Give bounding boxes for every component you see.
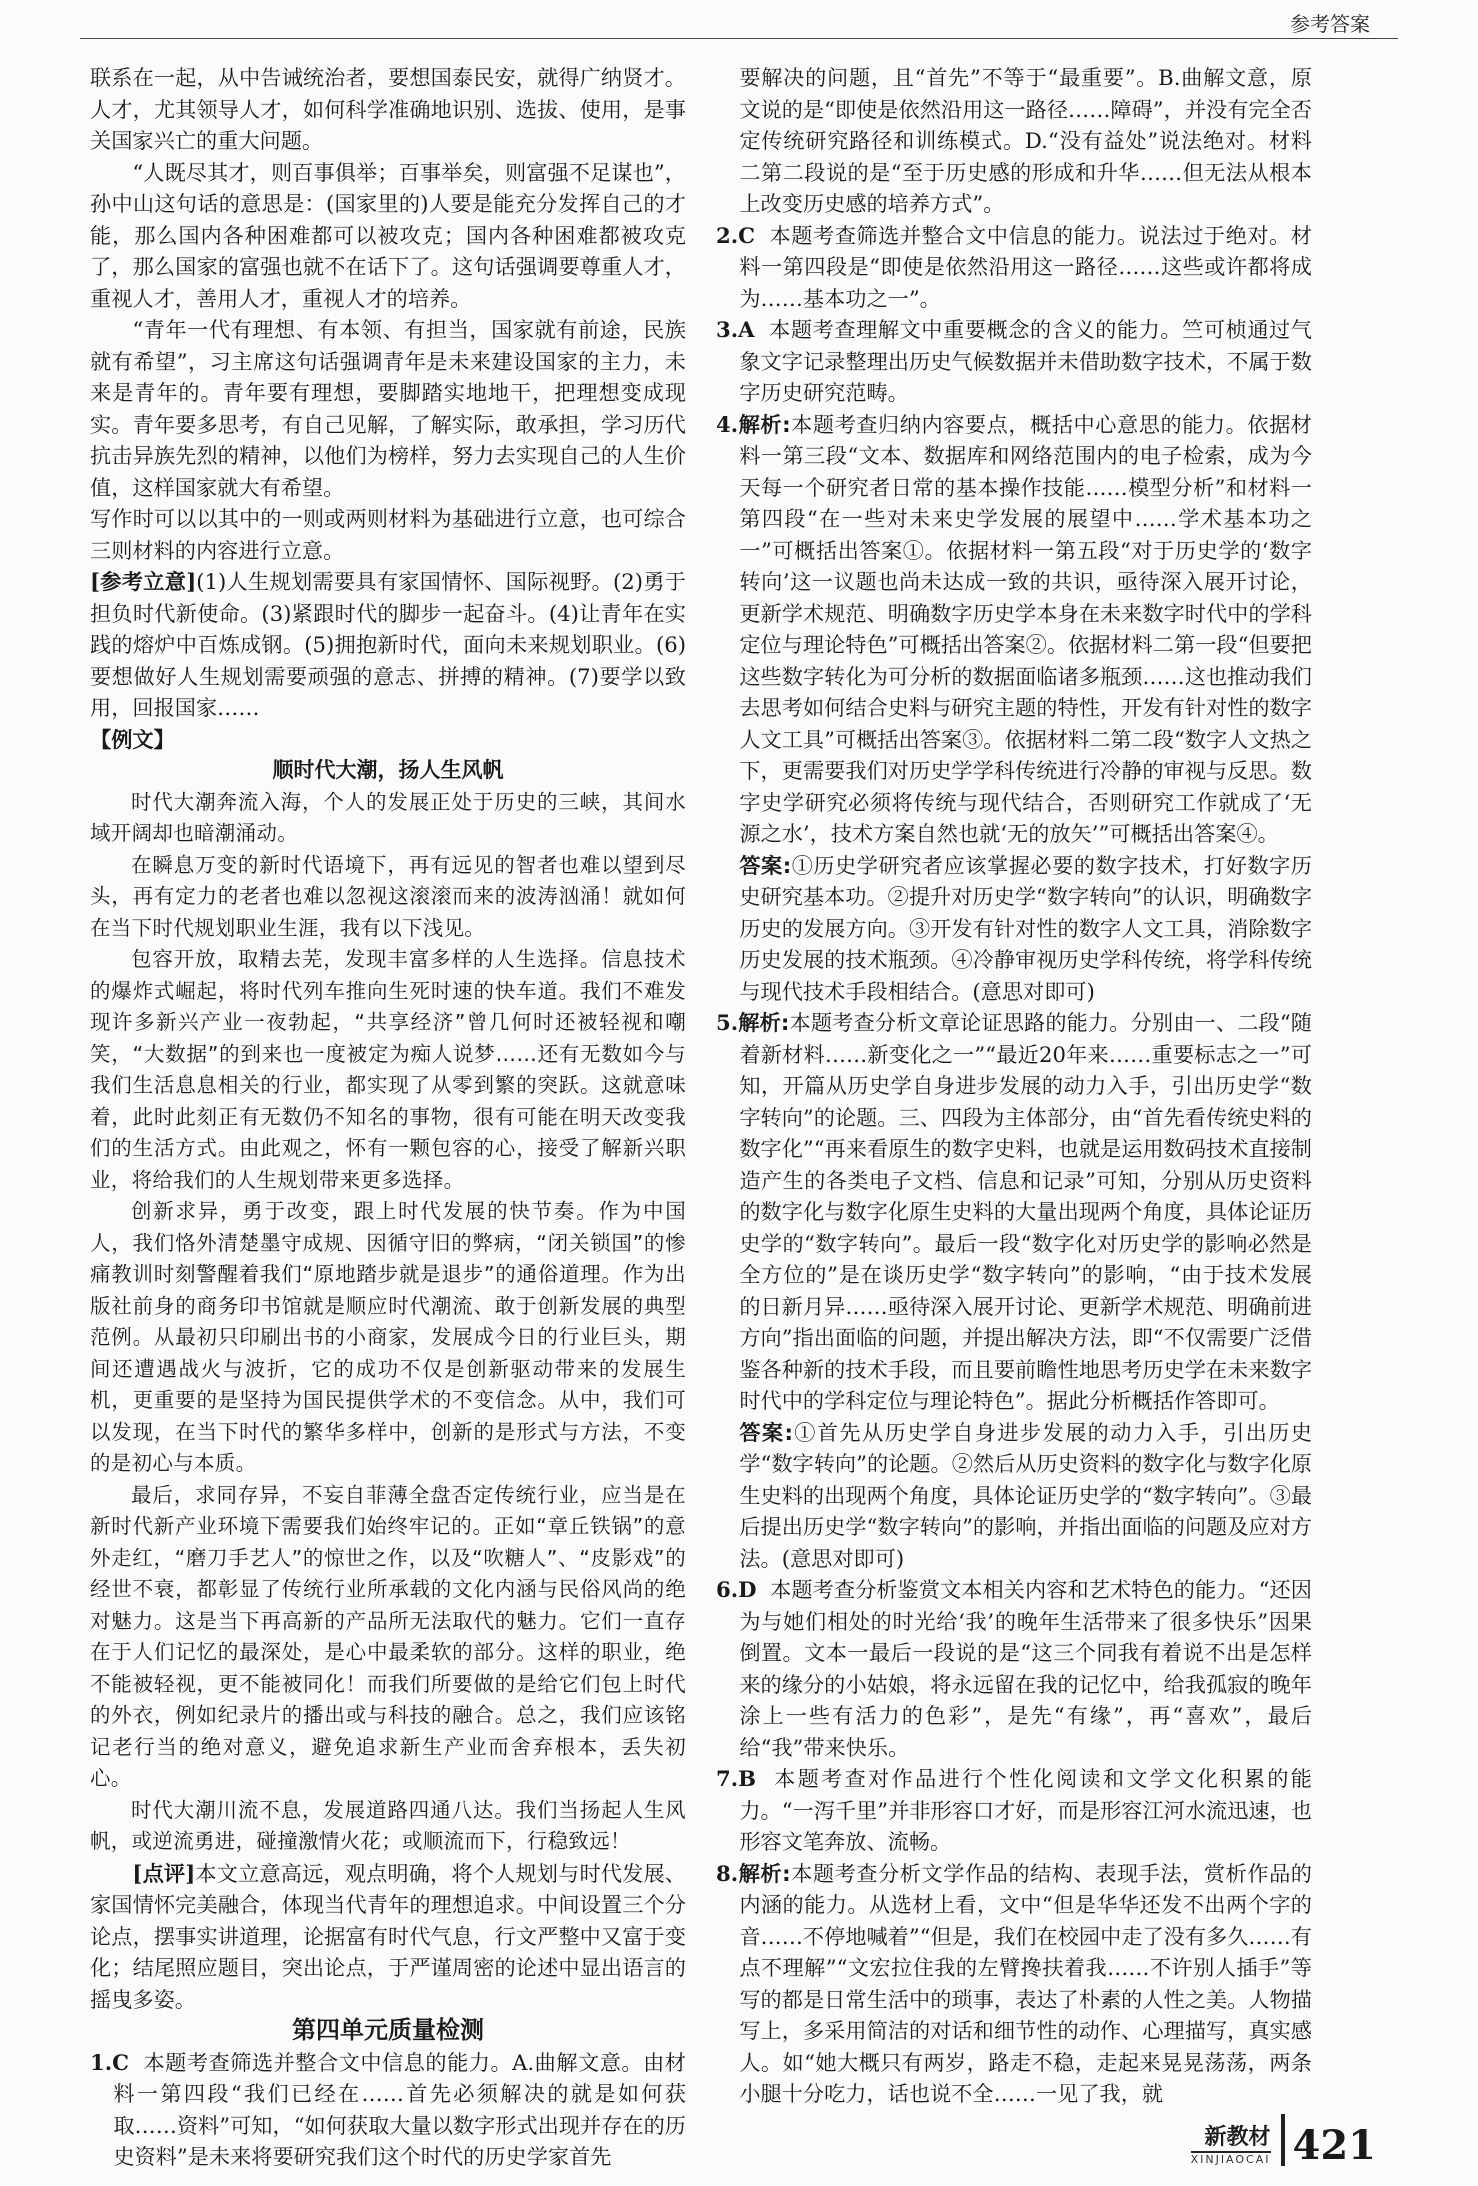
answer-number: 5. (716, 1010, 739, 1035)
answer-text: 本题考查对作品进行个性化阅读和文学文化积累的能力。“一泻千里”并非形容口才好，而是形容江河水流迅速，也形容文笔奔放、流畅。 (739, 1766, 1312, 1854)
essay-paragraph: 最后，求同存异，不妄自菲薄全盘否定传统行业，应当是在新时代新产业环境下需要我们始终牢记的。正如“章丘铁锅”的意外走红，“磨刀手艺人”的惊世之作，以及“吹糖人”、“皮影戏”的经世不衰，都彰显了传统行业所承载的文化内涵与民俗风尚的绝对魅力。这是当下再高新的产品所无法取代的魅力。它们一直存在于人们记忆的最深处，是心中最柔软的部分。这样的职业，绝不能被轻视，更不能被同化！而我们所要做的是给它们包上时代的外衣，例如纪录片的播出或与科技的融合。总之，我们应该铭记老行当的绝对意义，避免追求新生产业而舍弃根本，丢失初心。 (90, 1482, 686, 1790)
right-column (716, 62, 1312, 2110)
analysis-text: 本题考查分析文学作品的结构、表现手法，赏析作品的内涵的能力。从选材上看，文中“但是华华还发不出两个字的音……不停地喊着”“但是，我们在校园中走了没有多久……有点不理解”“文宏拉住我的左臂搀扶着我……不许别人插手”等写的都是日常生活中的琐事，表达了朴素的人性之美。人物描写上，多采用简洁的对话和细节性的动作、心理描写，真实感人。如“她大概只有两岁，路走不稳，走起来晃晃荡荡，两条小腿十分吃力，话也说不全……一见了我，就 (739, 1860, 1312, 2106)
analysis-label: 解析: (738, 1860, 791, 1886)
page-footer (1190, 2114, 1376, 2169)
analysis-text: 本题考查分析文章论证思路的能力。分别由一、二段“随着新材料……新变化之一”“最近20年来……重要标志之一”可知，开篇从历史学自身进步发展的动力入手，引出历史学“数字转向”的论题。三、四段为主体部分，由“首先看传统史料的数字化”“再来看原生的数字史料，也就是运用数码技术直接制造产生的各类电子文档、信息和记录”可知，分别从历史资料的数字化与数字化原生史料的大量出现两个角度，具体论证历史学的“数字转向”。最后一段“数字化对历史学的影响必然是全方位的”是在谈历史学“数字转向”的影响，“由于技术发展的日新月异……亟待深入展开讨论、更新学术规范、明确前进方向”指出面临的问题，并提出解决方法，即“不仅需要广泛借鉴各种新的技术手段，而且要前瞻性地思考历史学在未来数字时代中的学科定位与理论特色”。据此分析概括作答即可。 (739, 1010, 1312, 1413)
footer-divider (1281, 2114, 1285, 2166)
answer-item (90, 2047, 686, 2173)
essay-paragraph: 时代大潮奔流入海，个人的发展正处于历史的三峡，其间水域开阔却也暗潮涌动。 (90, 789, 686, 845)
answer-number: 3.A (716, 317, 755, 342)
reference-theme (90, 566, 686, 724)
reference-theme-text: (1)人生规划需要具有家国情怀、国际视野。(2)勇于担负时代新使命。(3)紧跟时代的脚步一起奋斗。(4)让青年在实践的熔炉中百炼成钢。(5)拥抱新时代，面向未来规划职业。(6)要想做好人生规划需要顽强的意志、拼搏的精神。(7)要学以致用，回报国家…… (90, 569, 686, 720)
brand-name: 新教材 (1191, 2120, 1271, 2153)
reference-theme-label: [参考立意] (90, 569, 197, 594)
answer-number: 6.D (716, 1577, 757, 1602)
review-label: [点评] (132, 1860, 196, 1886)
answer-item (716, 409, 1312, 850)
answer-number: 4. (716, 411, 739, 437)
answer-item (716, 220, 1312, 315)
example-label: 【例文】 (90, 726, 175, 752)
page-number: 421 (1292, 2122, 1376, 2169)
answer-item (716, 1858, 1312, 2110)
essay-paragraph: 在瞬息万变的新时代语境下，再有远见的智者也难以望到尽头，再有定力的老者也难以忽视这滚滚而来的波涛汹涌！就如何在当下时代规划职业生涯，我有以下浅见。 (90, 852, 686, 940)
intro-paragraph: “青年一代有理想、有本领、有担当，国家就有前途，民族就有希望”，习主席这句话强调青年是未来建设国家的主力，未来是青年的。青年要有理想，要脚踏实地地干，把理想变成现实。青年要多思考，有自己见解，了解实际，敢承担，学习历代抗击异族先烈的精神，以他们为榜样，努力去实现自己的人生价值，这样国家就大有希望。 (90, 317, 686, 500)
analysis-text: 本题考查归纳内容要点，概括中心意思的能力。依据材料一第三段“文本、数据库和网络范围内的电子检索，成为今天每一个研究者日常的基本操作技能……模型分析”和材料一第四段“在一些对未来史学发展的展望中……学术基本功之一”可概括出答案①。依据材料一第五段“对于历史学的‘数字转向’这一议题也尚未达成一致的共识，亟待深入展开讨论，更新学术规范、明确数字历史学本身在未来数字时代中的学科定位与理论特色”可概括出答案②。依据材料二第一段“但要把这些数字转化为可分析的数据面临诸多瓶颈……这也推动我们去思考如何结合史料与研究主题的特性，开发有针对性的数字人文工具”可概括出答案③。依据材料二第二段“数字人文热之下，更需要我们对历史学学科传统进行冷静的审视与反思。数字史学研究必须将传统与现代结合，否则研究工作就成了‘无源之水’，技术方案自然也就‘无的放矢’”可概括出答案④。 (739, 411, 1312, 846)
answer-item (716, 1007, 1312, 1417)
answer-item (716, 1574, 1312, 1763)
brand-pinyin: XINJIAOCAI (1190, 2153, 1271, 2166)
answer-key (716, 1417, 1312, 1575)
answer-label: 答案: (739, 1419, 793, 1445)
unit-title: 第四单元质量检测 (292, 2016, 484, 2044)
essay-paragraph: 创新求异，勇于改变，跟上时代发展的快节奏。作为中国人，我们恪外清楚墨守成规、因循守旧的弊病，“闭关锁国”的惨痛教训时刻警醒着我们“原地踏步就是退步”的通俗道理。作为出版社前身的商务印书馆就是顺应时代潮流、敢于创新发展的典型范例。从最初只印刷出书的小商家，发展成今日的行业巨头，期间还遭遇战火与波折，它的成功不仅是创新驱动带来的发展生机，更重要的是坚持为国民提供学术的不变信念。从中，我们可以发现，在当下时代的繁华多样中，创新的是形式与方法，不变的是初心与本质。 (90, 1199, 686, 1475)
answer-item (716, 314, 1312, 409)
answer-label: 答案: (739, 852, 792, 878)
essay-paragraph: 时代大潮川流不息，发展道路四通八达。我们当扬起人生风帆，或逆流勇进，碰撞激情火花；或顺流而下，行稳致远！ (90, 1797, 686, 1853)
essay-paragraph: 包容开放，取精去芜，发现丰富多样的人生选择。信息技术的爆炸式崛起，将时代列车推向生死时速的快车道。我们不难发现许多新兴产业一夜勃起，“共享经济”曾几何时还被轻视和嘲笑，“大数据”的到来也一度被定为痴人说梦……还有无数如今与我们生活息息相关的行业，都实现了从零到繁的突跃。这就意味着，此时此刻正有无数仍不知名的事物，很有可能在明天改变我们的生活方式。由此观之，怀有一颗包容的心，接受了解新兴职业，将给我们的人生规划带来更多选择。 (90, 947, 686, 1192)
answer-continuation: 要解决的问题，且“首先”不等于“最重要”。B.曲解文意，原文说的是“即使是依然沿用这一路径……障碍”，并没有完全否定传统研究路径和训练模式。D.“没有益处”说法绝对。材料二第二段说的是“至于历史感的形成和升华……但无法从根本上改变历史感的培养方式”。 (739, 65, 1312, 216)
review (90, 1858, 686, 2016)
writing-note: 写作时可以以其中的一则或两则材料为基础进行立意，也可综合三则材料的内容进行立意。 (90, 506, 686, 563)
answer-number: 1.C (90, 2049, 129, 2075)
answer-text: 本题考查筛选并整合文中信息的能力。A.曲解文意。由材料一第四段“我们已经在……首先必须解决的就是如何获取……资料”可知，“如何获取大量以数字形式出现并存在的历史资料”是未来将要研究我们这个时代的历史学家首先 (113, 2049, 686, 2169)
answer-number: 2.C (716, 222, 755, 248)
answer-number: 8. (716, 1860, 739, 1886)
intro-paragraph: 联系在一起，从中告诫统治者，要想国泰民安，就得广纳贤才。人才，尤其领导人才，如何科学准确地识别、选拔、使用，是事关国家兴亡的重大问题。 (90, 65, 686, 153)
header-label: 参考答案 (1290, 12, 1370, 36)
answer-number: 7.B (716, 1766, 757, 1791)
left-column (90, 62, 686, 2173)
brand-logo (1191, 2120, 1271, 2166)
review-text: 本文立意高远，观点明确，将个人规划与时代发展、家国情怀完美融合，体现当代青年的理想追求。中间设置三个分论点，摆事实讲道理，论据富有时代气息，行文严整中又富于变化；结尾照应题目，突出论点，于严谨周密的论述中显出语言的摇曳多姿。 (90, 1860, 686, 2012)
answer-text: 本题考查理解文中重要概念的含义的能力。竺可桢通过气象文字记录整理出历史气候数据并未借助数字技术，不属于数字历史研究范畴。 (739, 317, 1312, 405)
intro-paragraph: “人既尽其才，则百事俱举；百事举矣，则富强不足谋也”，孙中山这句话的意思是：(国家里的)人要是能充分发挥自己的才能，那么国内各种困难都可以被攻克；国内各种困难都被攻克了，那么国家的富强也就不在话下了。这句话强调要尊重人才，重视人才，善用人才，重视人才的培养。 (90, 159, 686, 311)
essay-body (90, 787, 686, 1858)
answer-key-text: ①历史学研究者应该掌握必要的数字技术，打好数字历史研究基本功。②提升对历史学“数字转向”的认识，明确数字历史的发展方向。③开发有针对性的数字人文工具，消除数字历史发展的技术瓶颈。④冷静审视历史学科传统，将学科传统与现代技术手段相结合。(意思对即可) (739, 852, 1312, 1004)
analysis-label: 解析: (738, 411, 791, 437)
essay-title: 顺时代大潮，扬人生风帆 (272, 758, 504, 782)
answer-key (716, 850, 1312, 1008)
analysis-label: 解析: (738, 1010, 790, 1035)
answer-item (716, 1763, 1312, 1858)
header-rule (80, 38, 1398, 39)
answer-text: 本题考查分析鉴赏文本相关内容和艺术特色的能力。“还因为与她们相处的时光给‘我’的晚年生活带来了很多快乐”因果倒置。文本一最后一段说的是“这三个同我有着说不出是怎样来的缘分的小姑娘，将永远留在我的记忆中，给我孤寂的晚年涂上一些有活力的色彩”，是先“有缘”，再“喜欢”，最后给“我”带来快乐。 (739, 1577, 1312, 1760)
answer-key-text: ①首先从历史学自身进步发展的动力入手，引出历史学“数字转向”的论题。②然后从历史资料的数字化与数字化原生史料的出现两个角度，具体论证历史学的“数字转向”。③最后提出历史学“数字转向”的影响，并指出面临的问题及应对方法。(意思对即可) (739, 1419, 1312, 1571)
answer-text: 本题考查筛选并整合文中信息的能力。说法过于绝对。材料一第四段是“即使是依然沿用这一路径……这些或许都将成为……基本功之一”。 (739, 222, 1312, 311)
